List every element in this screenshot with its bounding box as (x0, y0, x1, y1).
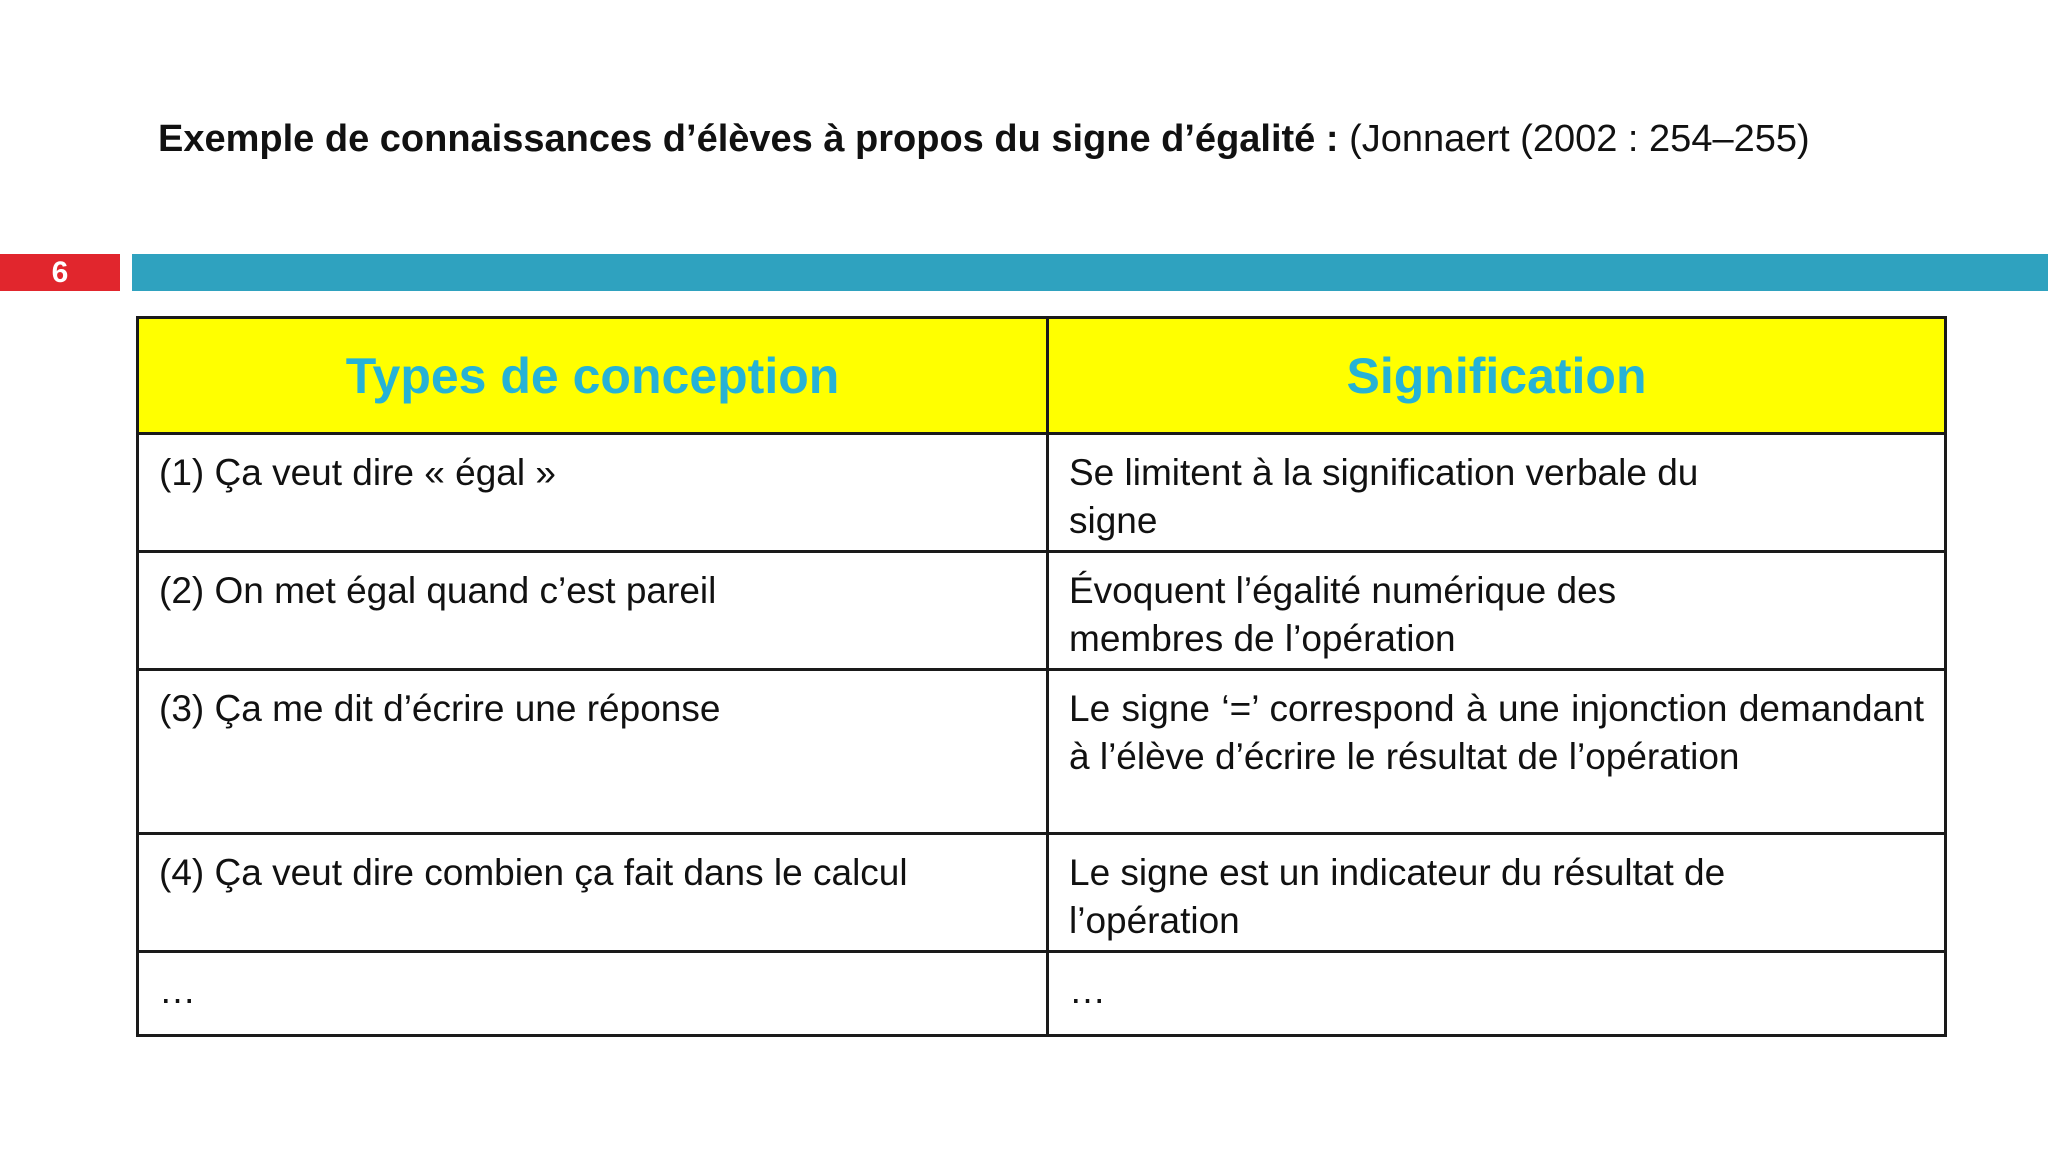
conception-table (136, 316, 1947, 1037)
slide-number: 6 (0, 254, 120, 291)
signification-cell: Évoquent l’égalité numérique des membres de l’opération (1048, 552, 1946, 670)
slide-title-reference: (Jonnaert (2002 : 254–255) (1349, 118, 1810, 160)
table-row (138, 952, 1946, 1036)
conception-cell: (3) Ça me dit d’écrire une réponse (138, 670, 1048, 834)
signification-cell: Se limitent à la signification verbale du signe (1048, 434, 1946, 552)
header-types-de-conception: Types de conception (138, 318, 1048, 434)
table-row (138, 834, 1946, 952)
accent-bar (132, 254, 2048, 291)
table-row (138, 552, 1946, 670)
conception-cell: (2) On met égal quand c’est pareil (138, 552, 1048, 670)
header-signification: Signification (1048, 318, 1946, 434)
slide-title (158, 118, 1810, 161)
conception-cell: (4) Ça veut dire combien ça fait dans le calcul (138, 834, 1048, 952)
conception-cell: (1) Ça veut dire « égal » (138, 434, 1048, 552)
signification-cell: Le signe est un indicateur du résultat de l’opération (1048, 834, 1946, 952)
signification-cell: Le signe ‘=’ correspond à une injonction demandant à l’élève d’écrire le résultat de l’opération (1048, 670, 1946, 834)
table-header-row (138, 318, 1946, 434)
conception-cell: … (138, 952, 1048, 1036)
table-row (138, 670, 1946, 834)
table-row (138, 434, 1946, 552)
signification-cell: … (1048, 952, 1946, 1036)
slide-title-main: Exemple de connaissances d’élèves à propos du signe d’égalité : (158, 118, 1339, 160)
